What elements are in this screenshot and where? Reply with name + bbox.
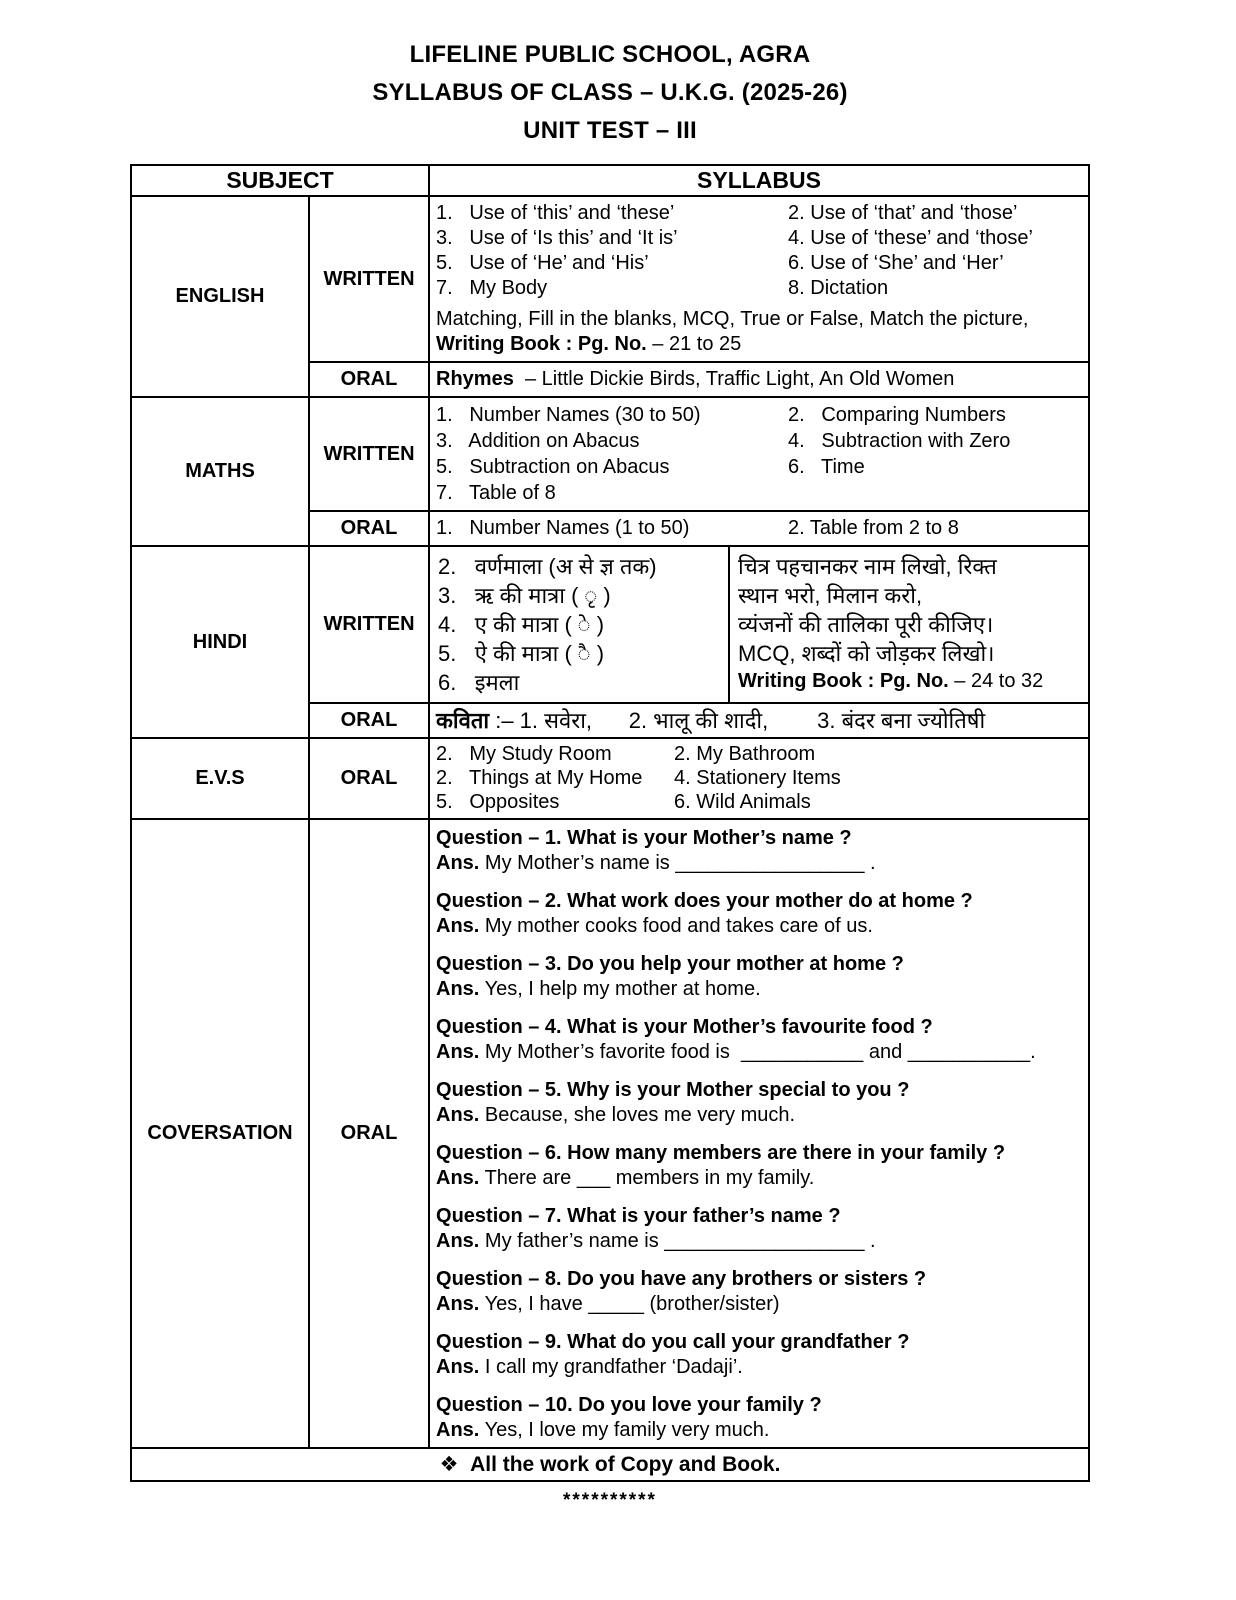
ans-label: Ans. — [436, 1356, 480, 1378]
question-text: Question – 9. What do you call your grandfather ? — [436, 1331, 910, 1353]
list-item — [436, 251, 1082, 276]
list-item: 6. इमला — [438, 670, 520, 695]
footer-note-cell — [131, 1448, 1089, 1481]
subject-english: ENGLISH — [131, 196, 309, 397]
unit-test-line: UNIT TEST – III — [523, 117, 697, 144]
evs-content — [429, 738, 1089, 819]
writing-book-pages: – 21 to 25 — [646, 333, 742, 355]
list-item-left: 1. Use of ‘this’ and ‘these’ — [436, 202, 675, 224]
subject-maths: MATHS — [131, 397, 309, 546]
list-item-right: 6. Use of ‘She’ and ‘Her’ — [788, 252, 1004, 274]
ans-label: Ans. — [436, 1419, 480, 1441]
question-text: Question – 2. What work does your mother do at home ? — [436, 890, 973, 912]
writing-book-label: Writing Book : Pg. No. — [436, 333, 647, 355]
english-written-content — [429, 196, 1089, 362]
answer-text: There are ___ members in my family. — [484, 1167, 815, 1189]
kavita-list: :– 1. सवेरा, 2. भालू की शादी, 3. बंदर बना ज्योतिषी — [489, 708, 986, 733]
hindi-written-split — [430, 547, 1088, 702]
list-item-left: 1. Number Names (30 to 50) — [436, 404, 701, 426]
question-text: Question – 1. What is your Mother’s name ? — [436, 827, 852, 849]
answer-text: Yes, I have _____ (brother/sister) — [484, 1293, 780, 1315]
list-item: 3. ऋ की मात्रा ( ृ ) — [438, 583, 611, 608]
list-item-right: 4. Stationery Items — [674, 767, 841, 789]
maths-oral-label: ORAL — [309, 511, 429, 546]
list-item — [436, 402, 1082, 428]
hindi-oral-label: ORAL — [309, 703, 429, 738]
list-item-left: 2. My Study Room — [436, 743, 612, 765]
list-item-left: 5. Opposites — [436, 791, 560, 813]
question-answer-block — [436, 1141, 1082, 1191]
answer-text: My mother cooks food and takes care of us. — [484, 915, 873, 937]
ans-label: Ans. — [436, 915, 480, 937]
list-item-right: 2. My Bathroom — [674, 743, 816, 765]
list-item-right: 6. Time — [788, 456, 865, 478]
answer-text: Yes, I help my mother at home. — [484, 978, 761, 1000]
subject-hindi: HINDI — [131, 546, 309, 738]
list-item-left: 2. Things at My Home — [436, 767, 643, 789]
list-item-right — [788, 480, 1082, 506]
hindi-written-list — [430, 547, 730, 702]
list-item-left: 5. Use of ‘He’ and ‘His’ — [436, 252, 649, 274]
answer-line — [436, 914, 1082, 939]
list-item-left: 3. Use of ‘Is this’ and ‘It is’ — [436, 227, 678, 249]
rhymes-label: Rhymes — [436, 368, 514, 390]
answer-line — [436, 977, 1082, 1002]
answer-line — [436, 1355, 1082, 1380]
conversation-oral-label: ORAL — [309, 819, 429, 1448]
subject-conversation: COVERSATION — [131, 819, 309, 1448]
school-name: LIFELINE PUBLIC SCHOOL, AGRA — [409, 41, 811, 68]
list-item-right: 6. Wild Animals — [674, 791, 811, 813]
footer-note-text: All the work of Copy and Book. — [470, 1453, 781, 1476]
syllabus-class-line: SYLLABUS OF CLASS – U.K.G. (2025-26) — [372, 79, 848, 106]
syllabus-column-header: SYLLABUS — [429, 165, 1089, 196]
english-written-row — [131, 196, 1089, 362]
conversation-row — [131, 819, 1089, 1448]
question-answer-block — [436, 826, 1082, 876]
hindi-written-row — [131, 546, 1089, 703]
ans-label: Ans. — [436, 1041, 480, 1063]
list-item: 4. ए की मात्रा ( े ) — [438, 612, 605, 637]
ans-label: Ans. — [436, 1293, 480, 1315]
answer-line — [436, 1229, 1082, 1254]
list-item-right: 4. Subtraction with Zero — [788, 430, 1011, 452]
english-writing-book-line — [436, 332, 1082, 357]
question-answer-block — [436, 1204, 1082, 1254]
list-item — [436, 480, 1082, 506]
footer-row — [131, 1448, 1089, 1481]
answer-line — [436, 1418, 1082, 1443]
conversation-content — [429, 819, 1089, 1448]
answer-text: My Mother’s name is _________________ . — [484, 852, 876, 874]
writing-book-pages: – 24 to 32 — [948, 670, 1044, 692]
question-text: Question – 6. How many members are there in your family ? — [436, 1142, 1006, 1164]
english-exercise-note: Matching, Fill in the blanks, MCQ, True or False, Match the picture, — [436, 308, 1029, 330]
end-asterisks: ********** — [563, 1490, 657, 1511]
maths-written-label: WRITTEN — [309, 397, 429, 511]
list-item — [436, 226, 1082, 251]
question-text: Question – 5. Why is your Mother special to you ? — [436, 1079, 910, 1101]
list-item — [436, 766, 1082, 790]
exercise-line: चित्र पहचानकर नाम लिखो, रिक्त — [738, 554, 997, 579]
answer-text: My father’s name is __________________ . — [484, 1230, 876, 1252]
list-item — [436, 428, 1082, 454]
ans-label: Ans. — [436, 978, 480, 1000]
maths-written-row — [131, 397, 1089, 511]
list-item-right: 4. Use of ‘these’ and ‘those’ — [788, 227, 1033, 249]
syllabus-table — [130, 164, 1090, 1482]
english-oral-content — [429, 362, 1089, 397]
question-text: Question – 10. Do you love your family ? — [436, 1394, 822, 1416]
list-item: 5. ऐ की मात्रा ( ै ) — [438, 641, 605, 666]
list-item-left: 7. My Body — [436, 277, 548, 299]
diamond-icon: ❖ — [439, 1453, 459, 1476]
list-item — [436, 742, 1082, 766]
question-text: Question – 4. What is your Mother’s favourite food ? — [436, 1016, 933, 1038]
question-answer-block — [436, 889, 1082, 939]
list-item-left: 7. Table of 8 — [436, 482, 556, 504]
list-item-right: 8. Dictation — [788, 277, 889, 299]
kavita-label: कविता — [436, 708, 490, 733]
evs-oral-label: ORAL — [309, 738, 429, 819]
ans-label: Ans. — [436, 1230, 480, 1252]
question-text: Question – 8. Do you have any brothers or sisters ? — [436, 1268, 927, 1290]
answer-text: Because, she loves me very much. — [484, 1104, 796, 1126]
hindi-written-label: WRITTEN — [309, 546, 429, 703]
rhymes-list: – Little Dickie Birds, Traffic Light, An Old Women — [513, 368, 955, 390]
list-item-right: 2. Use of ‘that’ and ‘those’ — [788, 202, 1018, 224]
list-item-left: 3. Addition on Abacus — [436, 430, 640, 452]
answer-line — [436, 1040, 1082, 1065]
exercise-line: स्थान भरो, मिलान करो, — [738, 583, 923, 608]
list-item-right: 2. Comparing Numbers — [788, 404, 1006, 426]
writing-book-label: Writing Book : Pg. No. — [738, 670, 949, 692]
question-text: Question – 7. What is your father’s name ? — [436, 1205, 841, 1227]
list-item — [436, 454, 1082, 480]
answer-text: I call my grandfather ‘Dadaji’. — [484, 1356, 743, 1378]
list-item: 2. वर्णमाला (अ से ज्ञ तक) — [438, 554, 657, 579]
list-item — [436, 516, 1082, 541]
hindi-oral-content — [429, 703, 1089, 738]
answer-line — [436, 1292, 1082, 1317]
evs-row — [131, 738, 1089, 819]
ans-label: Ans. — [436, 1104, 480, 1126]
question-answer-block — [436, 1015, 1082, 1065]
question-answer-block — [436, 1267, 1082, 1317]
hindi-writing-book-line — [738, 668, 1080, 695]
ans-label: Ans. — [436, 1167, 480, 1189]
ans-label: Ans. — [436, 852, 480, 874]
list-item-right: 2. Table from 2 to 8 — [788, 517, 959, 539]
question-answer-block — [436, 952, 1082, 1002]
document-header — [130, 36, 1090, 150]
list-item — [436, 201, 1082, 226]
maths-written-content — [429, 397, 1089, 511]
exercise-line: MCQ, शब्दों को जोड़कर लिखो। — [738, 641, 995, 666]
list-item — [436, 790, 1082, 814]
list-item — [436, 276, 1082, 301]
answer-line — [436, 1103, 1082, 1128]
list-item-left: 5. Subtraction on Abacus — [436, 456, 670, 478]
hindi-written-exercises — [730, 547, 1088, 702]
list-item-left: 1. Number Names (1 to 50) — [436, 517, 690, 539]
answer-line — [436, 1166, 1082, 1191]
english-oral-label: ORAL — [309, 362, 429, 397]
answer-text: My Mother’s favorite food is ___________ and ___________. — [484, 1041, 1036, 1063]
question-answer-block — [436, 1330, 1082, 1380]
exercise-line: व्यंजनों की तालिका पूरी कीजिए। — [738, 612, 994, 637]
answer-text: Yes, I love my family very much. — [484, 1419, 770, 1441]
maths-oral-content — [429, 511, 1089, 546]
english-written-label: WRITTEN — [309, 196, 429, 362]
hindi-written-content — [429, 546, 1089, 703]
table-header-row — [131, 165, 1089, 196]
answer-line — [436, 851, 1082, 876]
question-text: Question – 3. Do you help your mother at home ? — [436, 953, 904, 975]
subject-evs: E.V.S — [131, 738, 309, 819]
subject-column-header: SUBJECT — [131, 165, 429, 196]
question-answer-block — [436, 1393, 1082, 1443]
question-answer-block — [436, 1078, 1082, 1128]
